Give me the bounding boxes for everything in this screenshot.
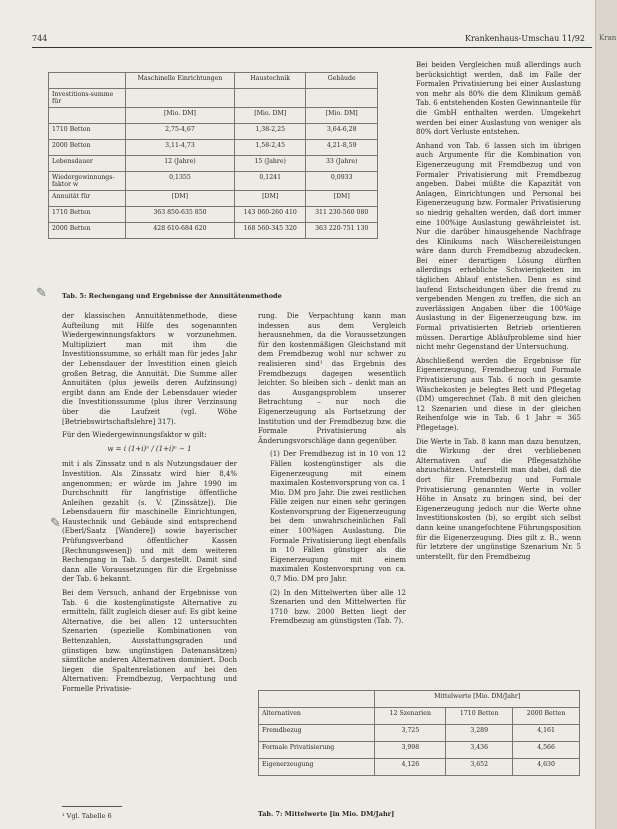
adjacent-page-edge [595, 0, 617, 829]
list-item: (2) In den Mittelwerten über alle 12 Szenarien und den Mittelwerten für 1710 bzw. 2000 Betten liegt der Fremdbezug am günstigsten (Tab. 7). [270, 588, 406, 626]
list-item: (1) Der Fremdbezug ist in 10 von 12 Fällen kostengünstiger als die Eigenerzeugung mit einem maximalen Kostenvorsprung von ca. 1 Mio. DM pro Jahr. Die zwei restlichen Fälle zeigen nur einen sehr geringen Kostenvorsprung der Eigenerzeugung bei dem unwahrscheinlichen Fall einer 100%igen Auslastung. Die Formale Privatisierung liegt ebenfalls in 10 Fällen günstiger als die Eigenerzeugung mit einem maximalen Kostenvorsprung von ca. 0,7 Mio. DM pro Jahr. [270, 450, 406, 584]
table-header: Haustechnik [234, 73, 306, 89]
paragraph: Für den Wiedergewinnungsfaktor w gilt: [62, 431, 207, 440]
footnote: ¹ Vgl. Tabelle 6 [62, 812, 112, 820]
table-7 [258, 690, 580, 776]
table-row: Wiedergewinnungs-faktor w 0,1355 0,1241 0,0933 [49, 172, 378, 191]
table-row: Lebensdauer 12 (Jahre) 15 (Jahre) 33 (Jahre) [49, 156, 378, 172]
table-header: 12 Szenarien [375, 708, 446, 725]
table-row: 1710 Betten 2,75-4,67 1,38-2,25 3,64-6,28 [49, 124, 378, 140]
table-row: Eigenerzeugung 4,126 3,652 4,630 [259, 759, 580, 776]
table-row [259, 708, 580, 725]
table-row: Formale Privatisierung 3,998 3,436 4,566 [259, 742, 580, 759]
text-column-middle [258, 312, 406, 631]
table-5-caption: Tab. 5: Rechengang und Ergebnisse der Annuitätenmethode [62, 292, 282, 300]
table-row: 2000 Betten 3,11-4,73 1,58-2,45 4,21-8,59 [49, 140, 378, 156]
table-row: Annuität für [DM] [DM] [DM] [49, 191, 378, 207]
table-header: Maschinelle Einrichtungen [126, 73, 235, 89]
header-rule [32, 47, 592, 48]
paragraph: mit i als Zinssatz und n als Nutzungsdauer der Investition. Als Zinssatz wird hier 8,4% angenommen; er würde im Jahre 1990 im Durchschnitt für langfristige öffentliche Anleihen gezahlt (s. V. [Zinssätze]). Die Lebensdauern für maschinelle Einrichtungen, Haustechnik und Gebäude sind entsprechend (Eberl/Saatz [Wandere]) sowie bayerischer Prüfungsverband öffentlicher Kassen [Rechnungswesen]) und mit dem weiteren Rechengang in Tab. 5 dargestellt. Damit sind dann alle Voraussetzungen für die Ergebnisse der Tab. 6 bekannt. [62, 460, 237, 584]
paragraph: der klassischen Annuitätenmethode, diese Aufteilung mit Hilfe des sogenannten Wiedergewinnungsfaktors w vorzunehmen. Multipliziert man mit ihm die Investitionssumme, so erhält man für jedes Jahr der Lebensdauer der Investition einen gleich großen Betrag, die Annuität. Die Summe aller Annuitäten (plus jeweils deren Aufzinsung) ergibt dann am Ende der Lebensdauer wieder die Investitionssumme (plus ihrer Verzinsung über die Laufzeit (vgl. Wöhe [Betriebswirtschaftslehre] 317). [62, 312, 237, 426]
table-row: Fremdbezug 3,725 3,289 4,161 [259, 725, 580, 742]
table-header: Gebäude [306, 73, 378, 89]
table-header: 1710 Betten [446, 708, 513, 725]
table-row: [Mio. DM] [Mio. DM] [Mio. DM] [49, 108, 378, 124]
table-header: Alternativen [259, 708, 375, 725]
pencil-mark-icon: ✎ [50, 516, 61, 531]
table-group-header: Mittelwerte [Mio. DM/Jahr] [375, 691, 580, 708]
text-column-left [62, 312, 237, 699]
paragraph: rung. Die Verpachtung kann man indessen aus dem Vergleich herausnehmen, da die Voraussetzungen für den kostenmäßigen Gleichstand mit dem Fremdbezug wohl nur schwer zu realisieren sind¹ das Ergebnis des Fremdbezugs dagegen wesentlich leichter. So bleiben sich – denkt man an das Ausgangsproblem unserer Betrachtung – nur noch die Eigenerzeugung als Fortsetzung der Institution und der Fremdbezug bzw. die Formale Privatisierung als Änderungsvorschläge dann gegenüber. [258, 312, 406, 445]
table-5 [48, 72, 378, 239]
paragraph: Bei beiden Vergleichen muß allerdings auch berücksichtigt werden, daß im Falle der Formalen Privatisierung bei einer Auslastung von mehr als 80% die dem Klinikum gemäß Tab. 6 entstehenden Kosten Gewinnanteile für die GmbH enthalten werden. Umgekehrt werden bei einer Auslastung von weniger als 80% dort Verluste entstehen. [416, 61, 581, 137]
journal-title: Krankenhaus-Umschau 11/92 [465, 34, 585, 43]
table-row [49, 73, 378, 89]
table-row [259, 691, 580, 708]
table-row: 1710 Betten 363 850-635 850 143 060-260 410 311 230-560 080 [49, 207, 378, 223]
paragraph: Bei dem Versuch, anhand der Ergebnisse von Tab. 6 die kostengünstigste Alternative zu ermitteln, fällt zugleich dieser auf: Es gibt keine Alternative, die bei allen 12 untersuchten Szenarien (spezielle Kombinationen von Bettenzahlen, Ausstattungsgraden und günstigen bzw. ungünstigen Datenansätzen) sämtliche anderen Alternativen dominiert. Doch liegen die Spaltenrelationen auf bei den Alternativen: Fremdbezug, Verpachtung und Formelle Privatisie- [62, 589, 237, 693]
text-column-right [416, 61, 581, 566]
footnote-rule [62, 806, 122, 807]
table-row: Investitions-summe für [49, 89, 378, 108]
table-row: 2000 Betten 428 610-684 620 168 560-345 320 363 220-751 130 [49, 223, 378, 239]
paragraph: Abschließend werden die Ergebnisse für Eigenerzeugung, Fremdbezug und Formale Privatisierung aus Tab. 6 noch in gesamte Wäschekosten je belegtes Bett und Pflegetag (DM) umgerechnet (Tab. 8 mit den gleichen 12 Szenarien und diese in der gleichen Reihenfolge wie in Tab. 6 1 Jahr = 365 Pflegetage). [416, 356, 581, 432]
table-header: 2000 Betten [513, 708, 580, 725]
formula: w = i (1+i)ⁿ / (1+i)ⁿ − 1 [107, 444, 192, 453]
paragraph: Anhand von Tab. 6 lassen sich im übrigen auch Argumente für die Kombination von Eigenerzeugung mit Fremdbezug und von Formaler Privatisierung mit Fremdbezug angeben. Dabei müßte die Kapazität von Anlagen, Einrichtungen und Personal bei Eigenerzeugung bzw. Formaler Privatisierung so niedrig gehalten werden, daß dort immer eine 100%ige Auslastung gewährleistet ist. Nur die darüber hinausgehende Nachfrage des Klinikums nach Wäschereileistungen wäre dann durch Fremdbezug abzudecken. Bei einer derartigen Lösung dürften allerdings erhebliche Schwierigkeiten im täglichen Ablauf entstehen. Denn es sind laufend Entscheidungen über die fremd zu vergebenden Mengen zu treffen, die sich an zuverlässigen Angaben über die 100%ige Auslastung in der Eigenerzeugung bzw. im Formal privatisierten Betrieb orientieren müssen. Derartige Abläufprobleme sind hier nicht mehr Gegenstand der Untersuchung. [416, 141, 581, 352]
adjacent-page-header: Kran [599, 34, 617, 42]
page-number: 744 [32, 34, 48, 43]
table-7-caption: Tab. 7: Mittelwerte [in Mio. DM/Jahr] [258, 810, 395, 818]
pencil-mark-icon: ✎ [36, 286, 47, 301]
paragraph: Die Werte in Tab. 8 kann man dazu benutzen, die Wirkung der drei verbliebenen Alternativen auf die Pflegesatzhöhe abzuschätzen. Unterstellt man dabei, daß die dort für Fremdbezug und Formale Privatisierung genannten Werte in voller Höhe in Ansatz zu bringen sind, bei der Eigenerzeugung jedoch nur die Werte ohne Investitionskosten (b), so ergibt sich selbst dann keine unangefochtene Führungsposition für die Eigenerzeugung. Dies gilt z. B., wenn für letztere der ungünstige Szenarium Nr. 5 unterstellt, für den Fremdbezug [416, 437, 581, 561]
